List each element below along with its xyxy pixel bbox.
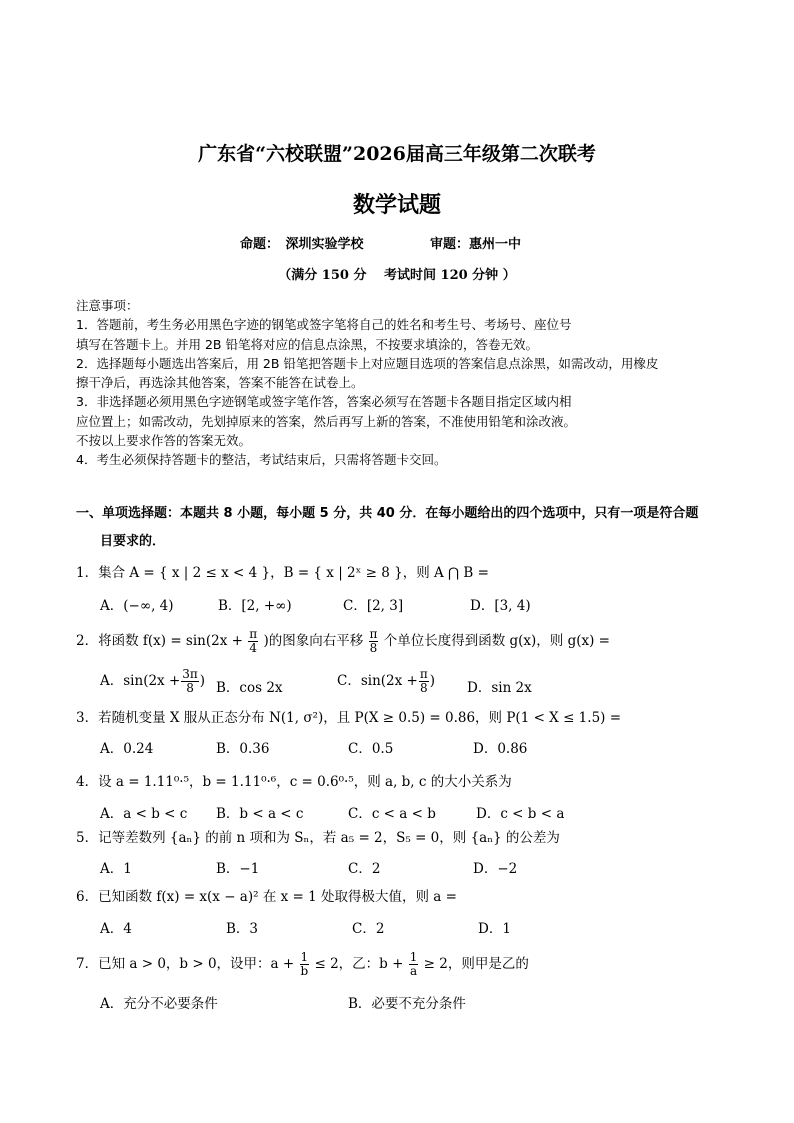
q6-option-b: B．3 (226, 921, 259, 937)
fraction: $\frac{1}{b}$ (300, 950, 309, 978)
score-time: （满分 150 分 考试时间 120 分钟 ） (278, 268, 516, 283)
notes-line: 擦干净后，再选涂其他答案，答案不能答在试卷上。 (76, 375, 364, 391)
q2-option-d: D．sin 2x (467, 680, 532, 696)
q7-option-a: A．充分不必要条件 (100, 996, 218, 1012)
reviewer-info: 审题：惠州一中 (430, 237, 522, 252)
section-heading (76, 500, 736, 556)
question-3-stem: 3．若随机变量 X 服从正态分布 N(1, σ²)，且 P(X ≥ 0.5) = 0.86，则 P(1 < X ≤ 1.5) = (76, 710, 622, 726)
q1-option-d: D．[3, 4) (470, 598, 531, 614)
q4-option-c: C．c < a < b (348, 806, 436, 822)
fraction: $\frac{1}{a}$ (409, 950, 418, 978)
question-7-stem: 7．已知 a > 0，b > 0，设甲：a + $\frac{1}{b}$ ≤ 2，乙：b + $\frac{1}{a}$ ≥ 2，则甲是乙的 (76, 950, 529, 978)
notes-line: 1．答题前，考生务必用黑色字迹的钢笔或签字笔将自己的姓名和考生号、考场号、座位号 (76, 317, 572, 333)
notes-line: 填写在答题卡上。并用 2B 铅笔将对应的信息点涂黑，不按要求填涂的，答卷无效。 (76, 336, 538, 352)
exam-title: 广东省“六校联盟”2026届高三年级第二次联考 (198, 143, 596, 165)
q4-option-d: D．c < b < a (476, 806, 565, 822)
question-1-stem: 1．集合 A = { x | 2 ≤ x < 4 }，B = { x | 2ˣ ≥ 8 }，则 A ⋂ B = (76, 565, 489, 581)
fraction: $\frac{\pi}{8}$ (369, 627, 378, 655)
author-info: 命题： 深圳实验学校 (240, 237, 364, 252)
q4-option-b: B．b < a < c (216, 806, 304, 822)
fraction: $\frac{\pi}{4}$ (249, 627, 258, 655)
q5-option-b: B．−1 (216, 861, 260, 877)
notes-line: 2．选择题每小题选出答案后，用 2B 铅笔把答题卡上对应题目选项的答案信息点涂黑，如需改动，用橡皮 (76, 355, 659, 371)
q2-option-a: A．sin(2x + $\frac{3\pi}{8}$ ) (100, 667, 206, 695)
section-line-2: 目要求的． (100, 534, 166, 549)
q1-option-c: C．[2, 3] (343, 598, 404, 614)
q4-option-a: A．a < b < c (100, 806, 188, 822)
question-4-stem: 4．设 a = 1.11⁰·⁵，b = 1.11⁰·⁶，c = 0.6⁰·⁵，则 a, b, c 的大小关系为 (76, 774, 512, 790)
q1-option-a: A．(−∞, 4) (100, 598, 174, 614)
q6-option-d: D．1 (478, 921, 511, 937)
question-6-stem: 6．已知函数 f(x) = x(x − a)² 在 x = 1 处取得极大值，则 a = (76, 889, 457, 905)
notes-line: 4．考生必须保持答题卡的整洁，考试结束后，只需将答题卡交回。 (76, 452, 447, 468)
q1-option-b: B．[2, +∞) (218, 598, 292, 614)
notes-heading: 注意事项： (76, 298, 139, 313)
exam-subtitle: 数学试题 (352, 192, 441, 218)
notes-line: 应位置上；如需改动，先划掉原来的答案，然后再写上新的答案，不准使用铅笔和涂改液。 (76, 413, 577, 429)
notes-block (76, 296, 726, 470)
notes-line: 3．非选择题必须用黑色字迹钢笔或签字笔作答，答案必须写在答题卡各题目指定区域内相 (76, 394, 572, 410)
q2-option-b: B．cos 2x (216, 680, 283, 696)
q5-option-d: D．−2 (473, 861, 518, 877)
q2-option-c: C．sin(2x + $\frac{\pi}{8}$ ) (337, 667, 436, 695)
q7-option-b: B．必要不充分条件 (348, 996, 466, 1012)
q3-option-a: A．0.24 (100, 741, 154, 757)
question-5-stem: 5．记等差数列 {aₙ} 的前 n 项和为 Sₙ，若 a₅ = 2，S₅ = 0，则 {aₙ} 的公差为 (76, 830, 560, 846)
section-line-1: 一、单项选择题：本题共 8 小题，每小题 5 分，共 40 分．在每小题给出的四个选项中，只有一项是符合题 (76, 506, 699, 521)
q5-option-c: C．2 (348, 861, 381, 877)
notes-line: 不按以上要求作答的答案无效。 (76, 433, 252, 449)
q3-option-d: D．0.86 (473, 741, 528, 757)
question-2-stem: 2．将函数 f(x) = sin(2x + $\frac{\pi}{4}$ )的图象向右平移 $\frac{\pi}{8}$ 个单位长度得到函数 g(x)，则 g(x) = (76, 627, 610, 655)
q3-option-b: B．0.36 (216, 741, 270, 757)
q6-option-c: C．2 (352, 921, 385, 937)
q6-option-a: A．4 (100, 921, 132, 937)
q3-option-c: C．0.5 (348, 741, 394, 757)
q5-option-a: A．1 (100, 861, 132, 877)
